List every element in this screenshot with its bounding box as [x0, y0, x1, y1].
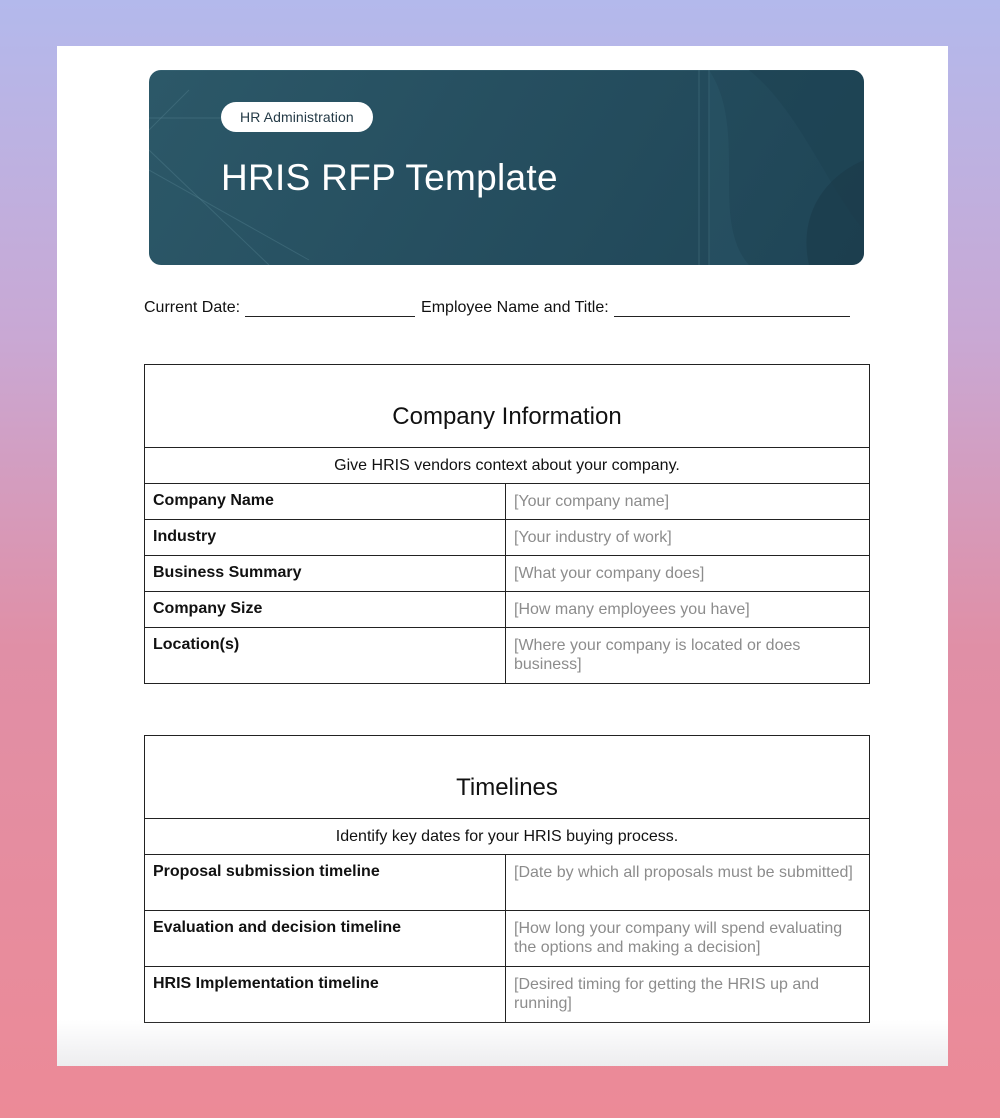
current-date-label: Current Date: [144, 299, 241, 316]
employee-name-field[interactable] [614, 298, 850, 317]
industry-value[interactable]: [Your industry of work] [506, 520, 870, 556]
category-tag: HR Administration [221, 102, 373, 132]
locations-label: Location(s) [145, 628, 506, 684]
header-banner [149, 70, 864, 265]
table-row [145, 592, 870, 628]
company-information-table [144, 364, 870, 684]
timelines-table [144, 735, 870, 1023]
table-row [145, 855, 870, 911]
table-row [145, 520, 870, 556]
company-name-value[interactable]: [Your company name] [506, 484, 870, 520]
business-summary-value[interactable]: [What your company does] [506, 556, 870, 592]
timelines-description: Identify key dates for your HRIS buying process. [145, 819, 870, 855]
business-summary-label: Business Summary [145, 556, 506, 592]
page-bottom-fade [57, 1020, 948, 1066]
proposal-submission-label: Proposal submission timeline [145, 855, 506, 911]
table-row [145, 911, 870, 967]
employee-name-label: Employee Name and Title: [421, 299, 609, 316]
industry-label: Industry [145, 520, 506, 556]
company-size-label: Company Size [145, 592, 506, 628]
company-size-value[interactable]: [How many employees you have] [506, 592, 870, 628]
table-row [145, 484, 870, 520]
evaluation-decision-label: Evaluation and decision timeline [145, 911, 506, 967]
current-date-field[interactable] [245, 298, 415, 317]
implementation-label: HRIS Implementation timeline [145, 967, 506, 1023]
evaluation-decision-value[interactable]: [How long your company will spend evaluating the options and making a decision] [506, 911, 870, 967]
company-information-description: Give HRIS vendors context about your company. [145, 448, 870, 484]
table-row [145, 967, 870, 1023]
implementation-value[interactable]: [Desired timing for getting the HRIS up and running] [506, 967, 870, 1023]
company-information-title: Company Information [145, 365, 870, 448]
locations-value[interactable]: [Where your company is located or does business] [506, 628, 870, 684]
timelines-title: Timelines [145, 736, 870, 819]
company-name-label: Company Name [145, 484, 506, 520]
document-title: HRIS RFP Template [221, 157, 558, 198]
table-row [145, 628, 870, 684]
table-row [145, 556, 870, 592]
document-page [57, 46, 948, 1066]
header-fields [144, 298, 884, 317]
proposal-submission-value[interactable]: [Date by which all proposals must be submitted] [506, 855, 870, 911]
